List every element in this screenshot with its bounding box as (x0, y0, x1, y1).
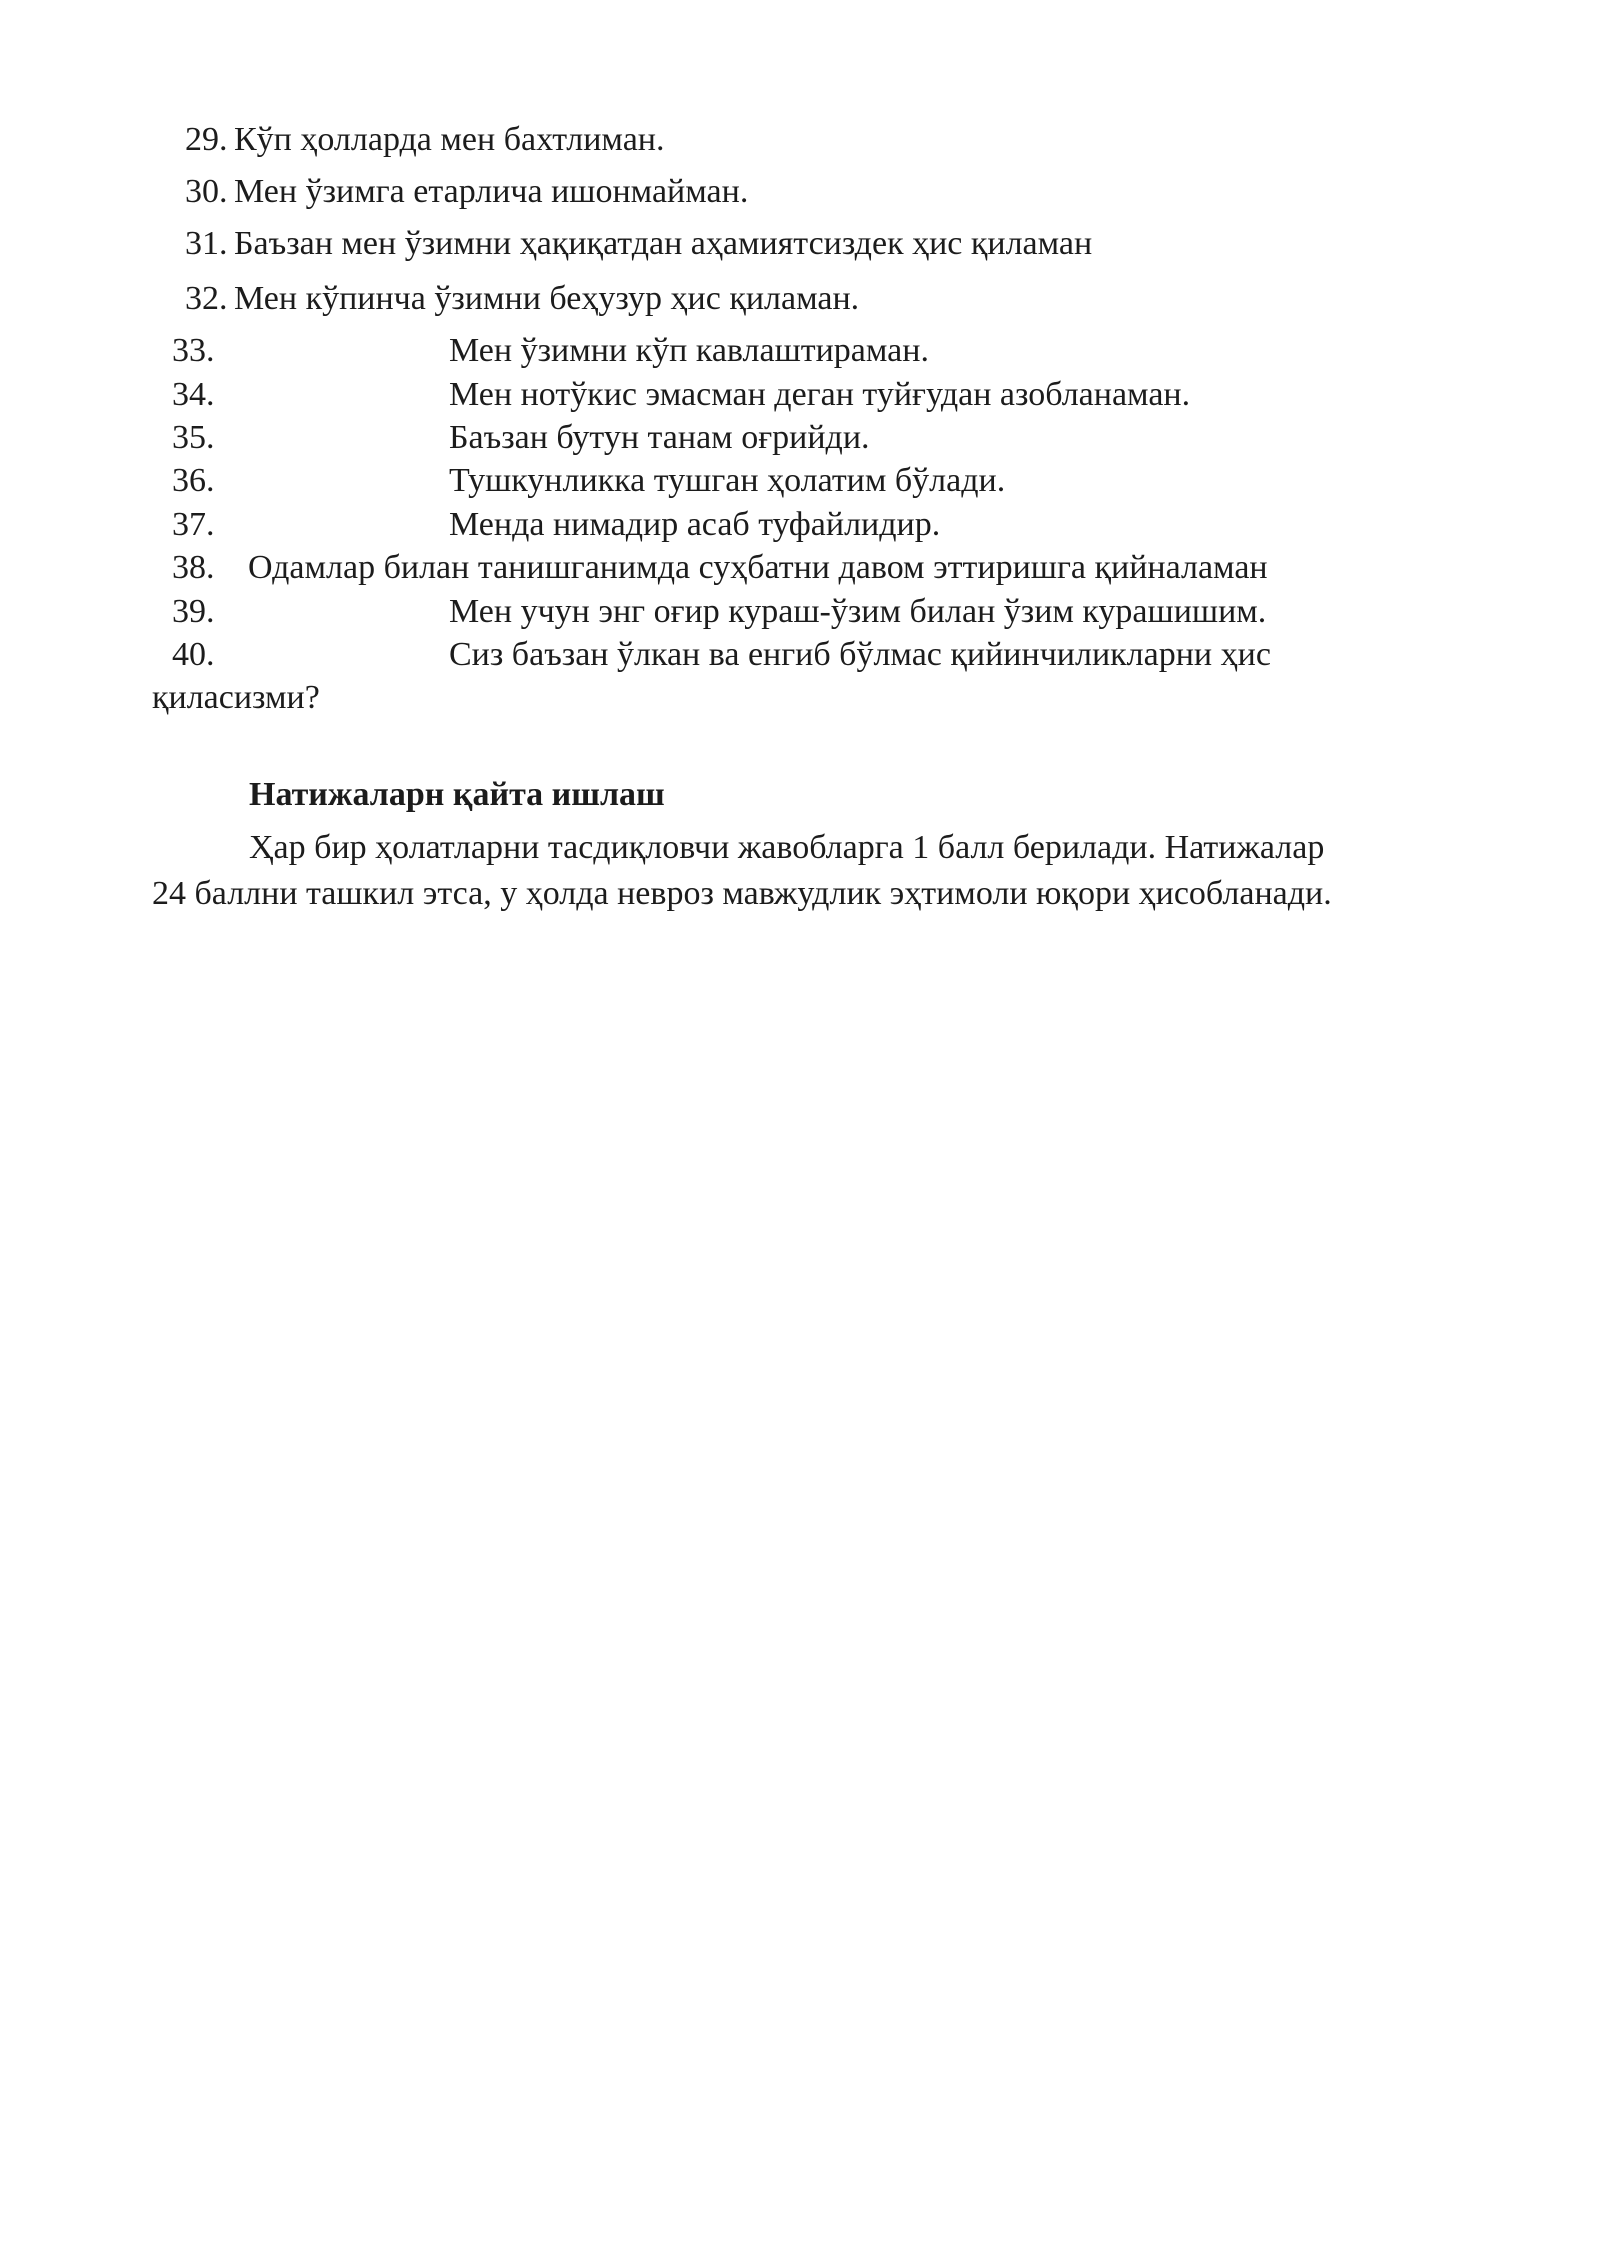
section-heading: Натижаларн қайта ишлаш (249, 776, 665, 813)
item-text: Баъзан мен ўзимни ҳақиқатдан аҳамиятсиздек ҳис қиламан (234, 225, 1093, 262)
paragraph-line: 24 баллни ташкил этса, у ҳолда невроз мавжудлик эҳтимоли юқори ҳисобланади. (152, 875, 1332, 912)
item-text: Менда нимадир асаб туфайлидир. (449, 506, 941, 543)
item-number: 29. (185, 121, 228, 158)
item-text: Баъзан бутун танам оғрийди. (449, 419, 870, 456)
paragraph-line: Ҳар бир ҳолатларни тасдиқловчи жавобларга 1 балл берилади. Натижалар (249, 829, 1325, 866)
item-text: қиласизми? (152, 679, 320, 716)
item-number: 34. (172, 376, 215, 413)
item-number: 39. (172, 593, 215, 630)
item-number: 31. (185, 225, 228, 262)
item-text: Мен ўзимни кўп кавлаштираман. (449, 332, 929, 369)
item-number: 36. (172, 462, 215, 499)
item-text: Кўп ҳолларда мен бахтлиман. (234, 121, 665, 158)
item-text: Мен учун энг оғир кураш-ўзим билан ўзим курашишим. (449, 593, 1267, 630)
item-number: 40. (172, 636, 215, 673)
item-text: Одамлар билан танишганимда суҳбатни давом эттиришга қийналаман (248, 549, 1268, 586)
item-number: 30. (185, 173, 228, 210)
item-text: Тушкунликка тушган ҳолатим бўлади. (449, 462, 1006, 499)
item-number: 33. (172, 332, 215, 369)
item-text: Мен ўзимга етарлича ишонмайман. (234, 173, 749, 210)
item-number: 37. (172, 506, 215, 543)
item-number: 38. (172, 549, 215, 586)
item-number: 32. (185, 280, 228, 317)
item-text: Сиз баъзан ўлкан ва енгиб бўлмас қийинчиликларни ҳис (449, 636, 1271, 673)
item-text: Мен кўпинча ўзимни беҳузур ҳис қиламан. (234, 280, 860, 317)
item-text: Мен нотўкис эмасман деган туйғудан азобланаман. (449, 376, 1191, 413)
item-number: 35. (172, 419, 215, 456)
